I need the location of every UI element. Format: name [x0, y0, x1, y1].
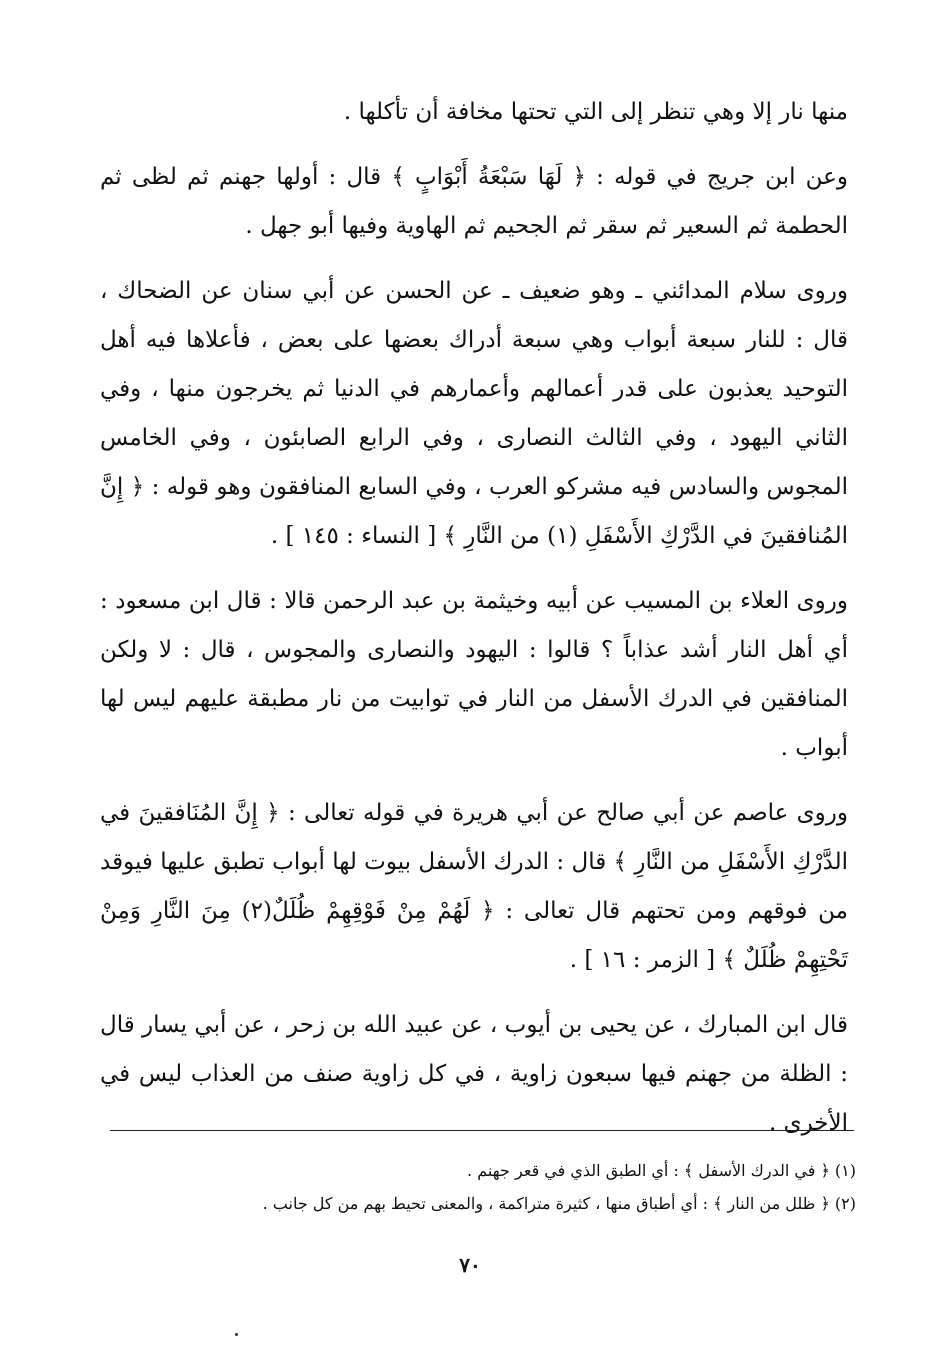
paragraph: منها نار إلا وهي تنظر إلى التي تحتها مخافة أن تأكلها . [343, 99, 848, 125]
main-text [100, 88, 848, 1164]
paragraph: وروى عاصم عن أبي صالح عن أبي هريرة في قوله تعالى : ﴿ إِنَّ المُنَافقينَ في الدَّرْكِ الأَسْفَلِ من النَّارِ ﴾ قال : الدرك الأسفل بيوت لها أبواب تطبق عليها فيوقد من فوقهم ومن تحتهم قال تعالى : ﴿ لَهُمْ مِنْ فَوْقِهِمْ ظُلَلٌ(٢) مِنَ النَّارِ وَمِنْ تَحْتِهِمْ ظُلَلٌ ﴾ [ الزمر : ١٦ ] . [100, 800, 848, 973]
page-number: ٧٠ [459, 1253, 481, 1277]
footnote-1: (١) ﴿ في الدرك الأسفل ﴾ : أي الطبق الذي في قعر جهنم . [467, 1161, 856, 1180]
footnotes [100, 1154, 856, 1220]
footnote-2: (٢) ﴿ ظلل من النار ﴾ : أي أطباق منها ، كثيرة متراكمة ، والمعنى تحيط بهم من كل جانب . [262, 1194, 856, 1213]
paragraph: وعن ابن جريج في قوله : ﴿ لَهَا سَبْعَةُ أَبْوَابٍ ﴾ قال : أولها جهنم ثم لظى ثم الحطمة ثم السعير ثم سقر ثم الجحيم ثم الهاوية وفيها أبو جهل . [100, 164, 848, 239]
paragraph: وروى سلام المدائني ـ وهو ضعيف ـ عن الحسن عن أبي سنان عن الضحاك ، قال : للنار سبعة أبواب وهي سبعة أدراك بعضها على بعض ، فأعلاها فيه أهل التوحيد يعذبون على قدر أعمالهم وأعمارهم في الدنيا ثم يخرجون منها ، وفي الثاني اليهود ، وفي الثالث النصارى ، وفي الرابع الصابئون ، وفي الخامس المجوس والسادس فيه مشركو العرب ، وفي السابع المنافقون وهو قوله : ﴿ إِنَّ المُنافقينَ في الدَّرْكِ الأَسْفَلِ (١) من النَّارِ ﴾ [ النساء : ١٤٥ ] . [100, 278, 848, 549]
scan-speck [235, 1333, 238, 1336]
paragraph: وروى العلاء بن المسيب عن أبيه وخيثمة بن عبد الرحمن قالا : قال ابن مسعود : أي أهل النار أشد عذاباً ؟ قالوا : اليهود والنصارى والمجوس ، قال : لا ولكن المنافقين في الدرك الأسفل من النار في توابيت من نار مطبقة عليهم ليس لها أبواب . [100, 588, 848, 761]
footnote-divider [110, 1130, 854, 1131]
paragraph: قال ابن المبارك ، عن يحيى بن أيوب ، عن عبيد الله بن زحر ، عن أبي يسار قال : الظلة من جهنم فيها سبعون زاوية ، في كل زاوية صنف من العذاب ليس في الأخرى . [100, 1012, 848, 1136]
